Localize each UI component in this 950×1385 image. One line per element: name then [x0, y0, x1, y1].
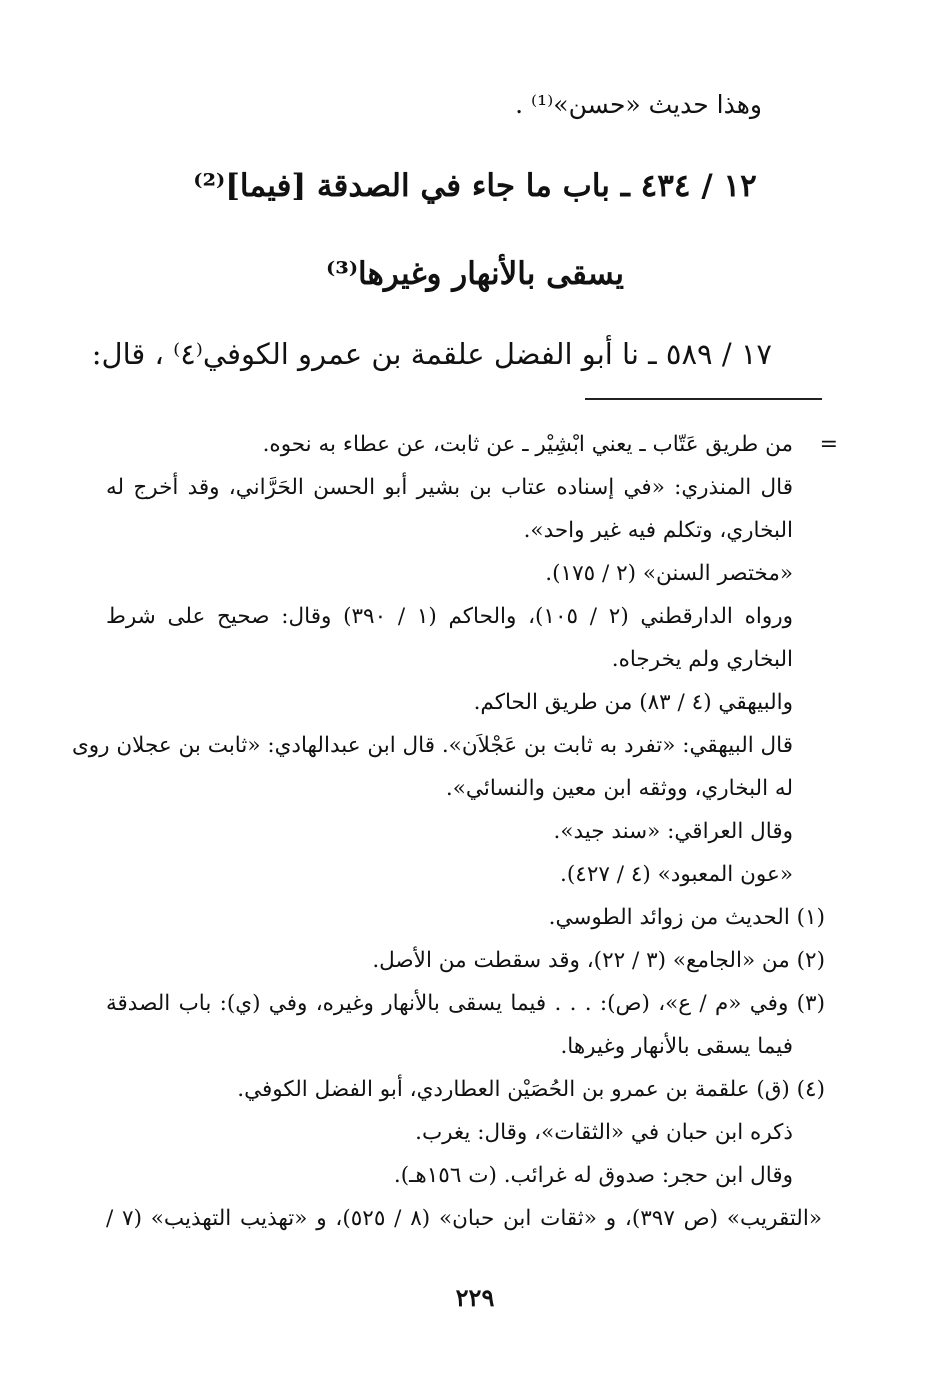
footnote-4-line-4: «التقريب» (ص ٣٩٧)، و «ثقات ابن حبان» (٨ / ٥٢٥)، و «تهذيب التهذيب» (٧ /	[106, 1206, 822, 1231]
footnote-1: (١) الحديث من زوائد الطوسي.	[548, 905, 825, 930]
footnote-continued-line: البخاري، وتكلم فيه غير واحد».	[523, 518, 793, 543]
footnote-continued-line: وقال العراقي: «سند جيد».	[553, 819, 793, 844]
page-number: ٢٢٩	[455, 1283, 495, 1312]
chapter-title-line-2: يسقى بالأنهار وغيرها⁽³⁾	[326, 256, 624, 292]
footnote-continued-line: «عون المعبود» (٤ / ٤٢٧).	[560, 862, 793, 887]
footnote-continued-line: البخاري ولم يخرجاه.	[611, 647, 793, 672]
footnote-continued-line: من طريق عَتّاب ـ يعني ابْشِيْر ـ عن ثابت، عن عطاء به نحوه.	[262, 432, 793, 457]
footnote-3: (٣) وفي «م / ع»، (ص): . . . فيما يسقى بالأنهار وغيره، وفي (ي): باب الصدقة	[106, 991, 825, 1016]
intro-line: وهذا حديث «حسن»⁽¹⁾ .	[515, 90, 762, 119]
footnote-3-continued: فيما يسقى بالأنهار وغيرها.	[560, 1034, 793, 1059]
footnote-continued-line: «مختصر السنن» (٢ / ١٧٥).	[545, 561, 793, 586]
footnote-continued-line: قال المنذري: «في إسناده عتاب بن بشير أبو الحسن الحَرَّاني، وقد أخرج له	[106, 475, 793, 500]
hadith-line: ١٧ / ٥٨٩ ـ نا أبو الفضل علقمة بن عمرو الكوفي⁽٤⁾ ، قال:	[91, 337, 772, 371]
footnote-4-line-3: وقال ابن حجر: صدوق له غرائب. (ت ١٥٦هـ).	[393, 1163, 793, 1188]
footnote-2: (٢) من «الجامع» (٣ / ٢٢)، وقد سقطت من الأصل.	[372, 948, 825, 973]
footnote-separator	[585, 398, 822, 400]
chapter-title-line-1: ١٢ / ٤٣٤ ـ باب ما جاء في الصدقة [فيما]⁽²⁾	[193, 168, 757, 204]
footnote-continuation-mark: =	[819, 432, 838, 457]
footnote-continued-line: قال البيهقي: «تفرد به ثابت بن عَجْلاَن». قال ابن عبدالهادي: «ثابت بن عجلان روى	[71, 733, 793, 758]
footnote-4: (٤) (ق) علقمة بن عمرو بن الحُصَيْن العطاردي، أبو الفضل الكوفي.	[237, 1077, 825, 1102]
footnote-continued-line: له البخاري، ووثقه ابن معين والنسائي».	[445, 776, 793, 801]
footnote-continued-line: والبيهقي (٤ / ٨٣) من طريق الحاكم.	[473, 690, 793, 715]
footnote-continued-line: ورواه الدارقطني (٢ / ١٠٥)، والحاكم (١ / ٣٩٠) وقال: صحيح على شرط	[106, 604, 794, 629]
footnote-4-line-2: ذكره ابن حبان في «الثقات»، وقال: يغرب.	[415, 1120, 793, 1145]
